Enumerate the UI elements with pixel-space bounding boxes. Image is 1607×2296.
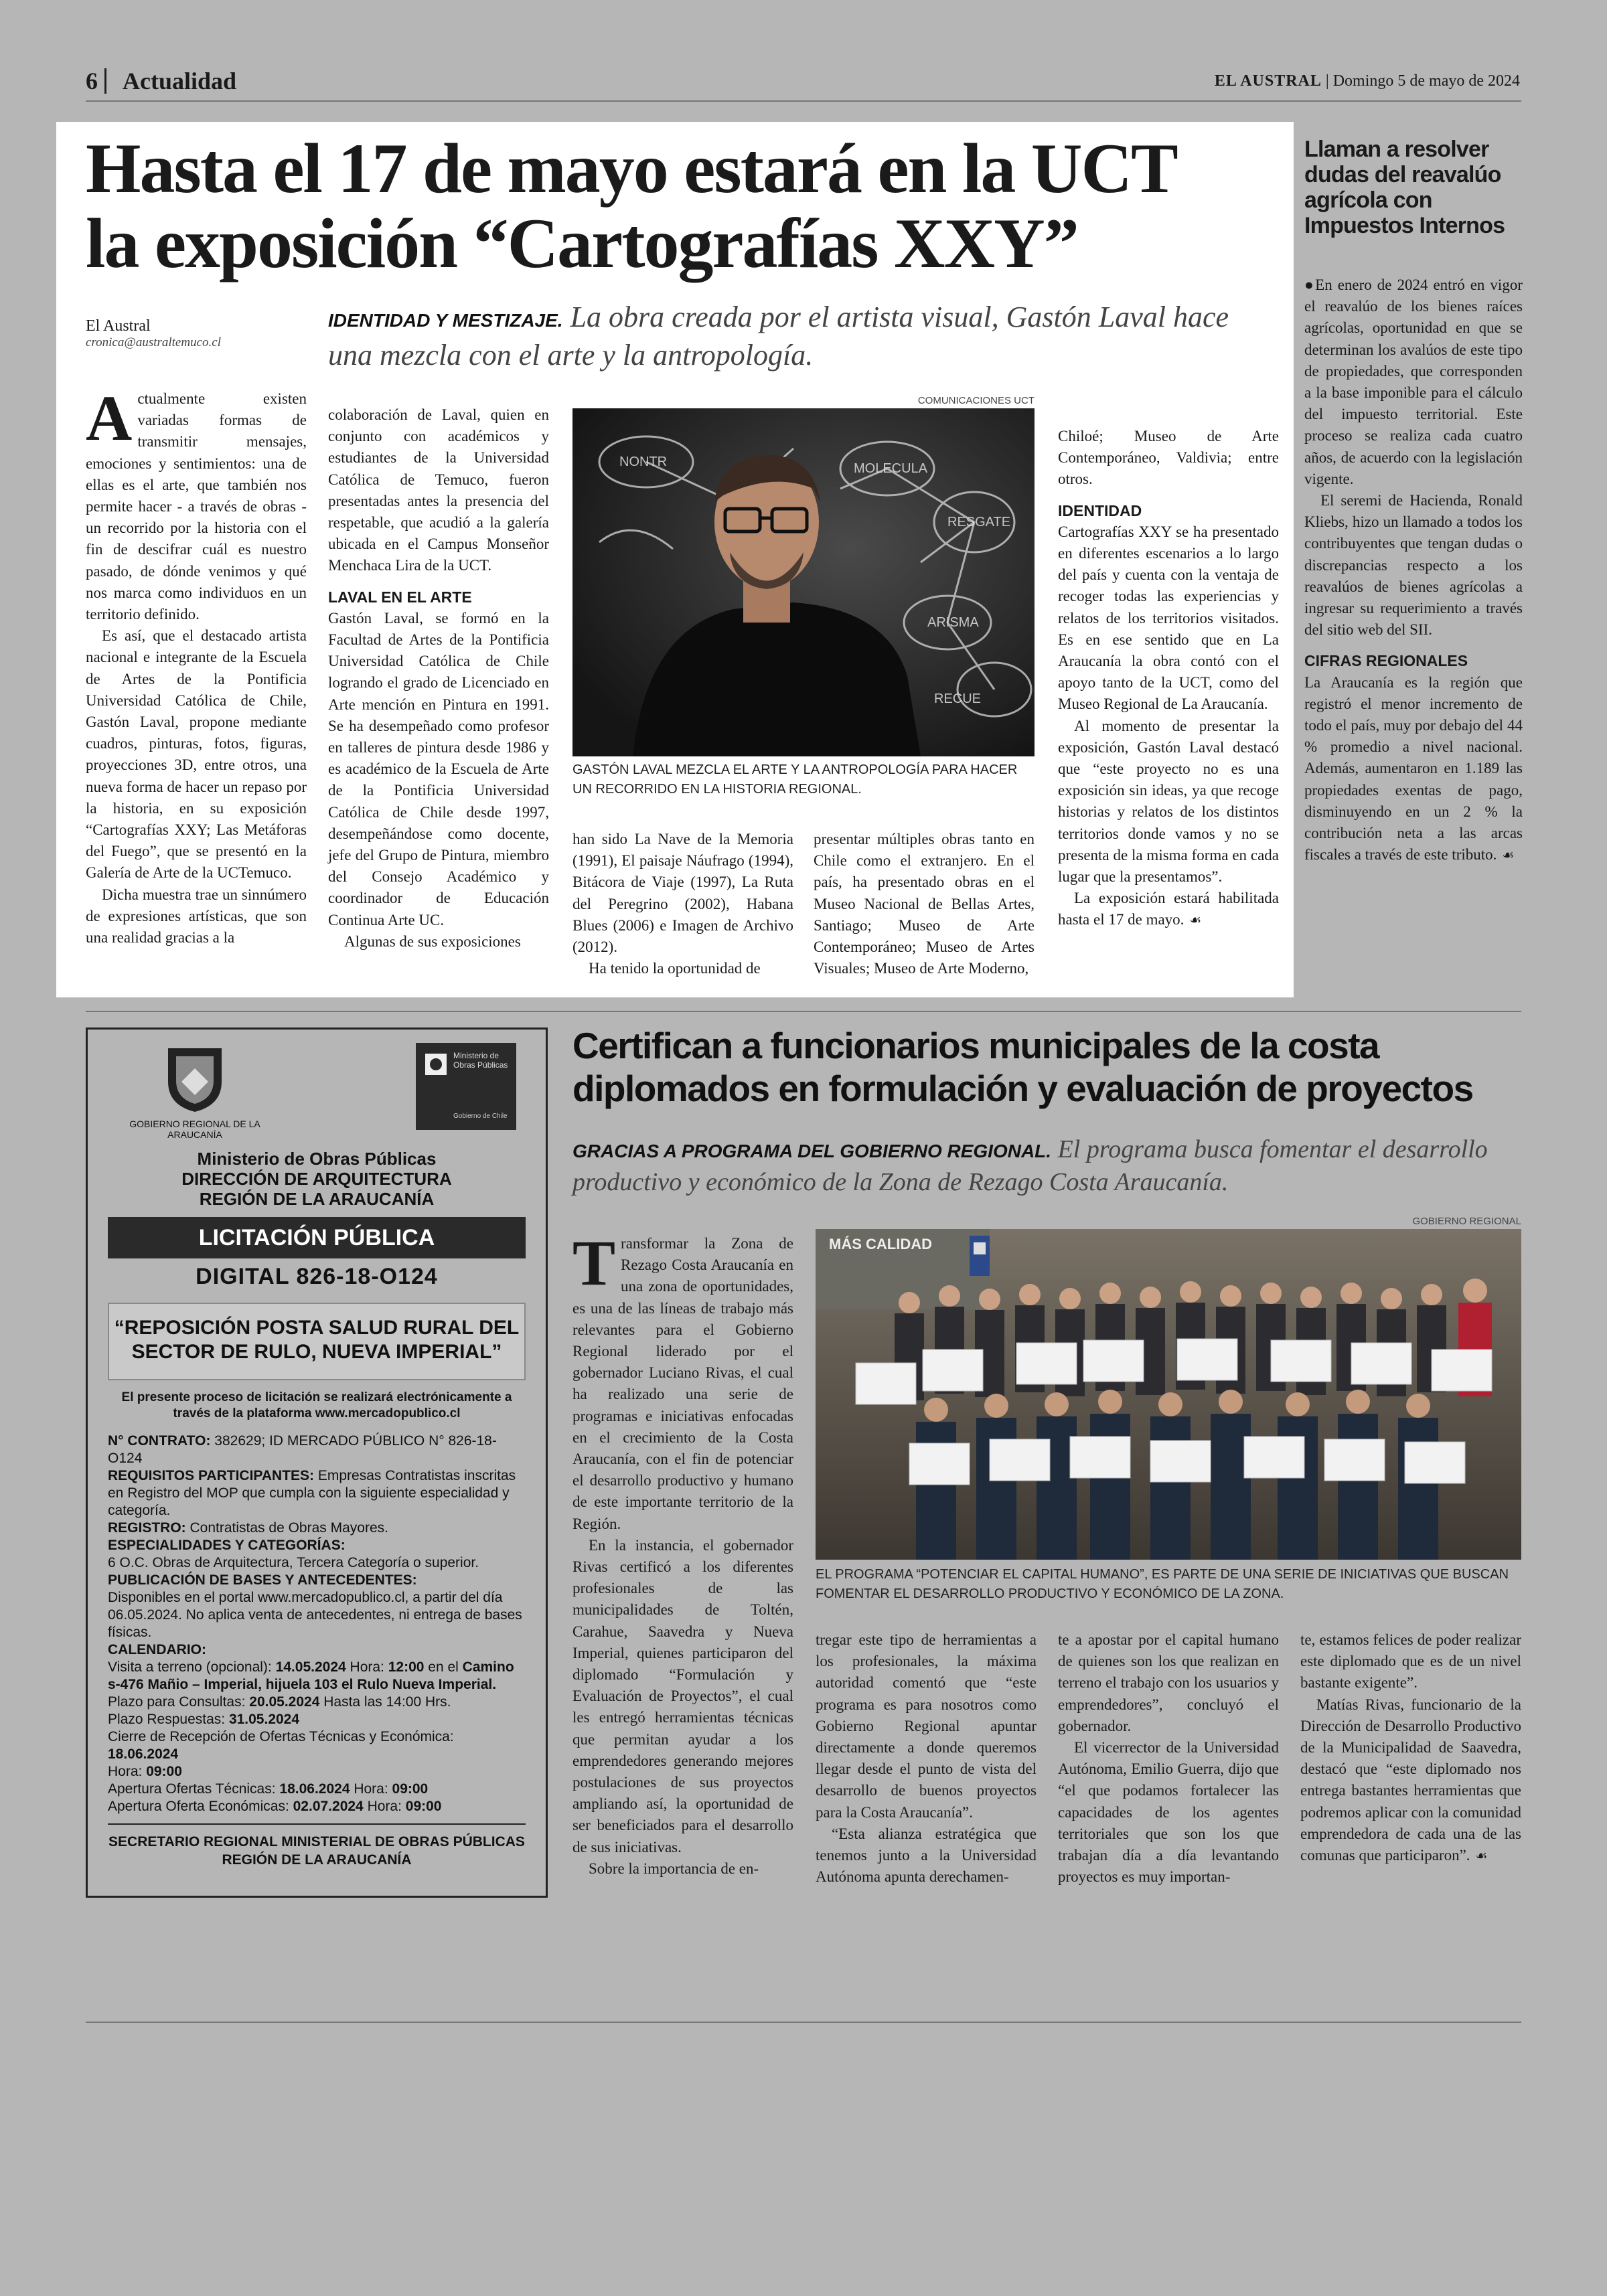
byline-email: cronica@australtemuco.cl (86, 335, 221, 349)
section-name: Actualidad (123, 68, 237, 94)
end-mark-icon: ☙ (1502, 847, 1515, 864)
main-column-3 (572, 829, 793, 979)
second-headline-line2: diplomados en formulación y evaluación de proyectos (572, 1068, 1473, 1109)
ad-text-contract: 382629; ID MERCADO PÚBLICO N° 826-18-O124 (108, 1433, 497, 1466)
ad-organization (88, 1149, 546, 1209)
ad-text-publication: Disponibles en el portal www.mercadopublico.cl, a partir del día 06.05.2024. No aplica venta de antecedentes, ni entrega de bases físicas. (108, 1590, 522, 1640)
byline: El Austral (86, 317, 151, 335)
ad-banner: LICITACIÓN PÚBLICA (108, 1217, 526, 1258)
second-photo-credit: GOBIERNO REGIONAL (1412, 1216, 1521, 1227)
header-rule (86, 100, 1521, 102)
ad-project-box (108, 1303, 526, 1380)
ministry-logo (416, 1043, 516, 1130)
side-p2: El seremi de Hacienda, Ronald Kliebs, hizo un llamado a todos los contribuyentes que tengan dudas o discrepancias respecto a los reavalúos de bienes agrícolas a ingresar su requerimiento a través del sitio web del SII. (1304, 492, 1523, 639)
ad-footer-rule (108, 1823, 526, 1825)
artist-photo-icon (572, 408, 1035, 756)
second-col2-p1: tregar este tipo de herramientas a los profesionales, la máxima autoridad comentó que “este programa es para nosotros como Gobierno Regional apuntar directamente a donde queremos llegar desde el punto de vista del desarrollo de buenos proyectos para la Costa Araucanía”. (816, 1631, 1037, 1821)
side-p1: En enero de 2024 entró en vigor el reavalúo de los bienes raíces agrícolas, oportunidad en que se determinan los avalúos de este tipo de propiedades, que corresponden a la base imponible para el cálculo del impuesto territorial. Este proceso se realiza cada cuatro años, de acuerdo con la legislación vigente. (1304, 276, 1523, 487)
ad-digital-id: DIGITAL 826-18-O124 (196, 1264, 438, 1289)
ad-calendar-tech-opening: Apertura Ofertas Técnicas: 18.06.2024 Hora: 09:00 (108, 1781, 429, 1797)
ad-details (108, 1432, 526, 1815)
main-col5-p1: Chiloé; Museo de Arte Contemporáneo, Valdivia; entre otros. (1058, 428, 1279, 488)
second-photo (816, 1229, 1521, 1560)
main-column-2 (328, 404, 549, 953)
second-col3-p2: El vicerrector de la Universidad Autónoma, Emilio Guerra, dijo que “el que podamos fortalecer las capacidades de los agentes territoriales que son los que trabajan día a día levantando proyectos es muy importan- (1058, 1739, 1279, 1886)
main-headline (86, 131, 1291, 281)
ad-label-publication: PUBLICACIÓN DE BASES Y ANTECEDENTES: (108, 1572, 417, 1588)
main-deck-text: La obra creada por el artista visual, Gastón Laval hace una mezcla con el arte y la antropología. (328, 301, 1229, 372)
ad-label-registry: REGISTRO: (108, 1520, 186, 1536)
end-mark-icon: ☙ (1189, 912, 1202, 928)
bottom-rule (86, 2022, 1521, 2023)
ministry-logo-subtext: Gobierno de Chile (453, 1113, 508, 1120)
second-col2-p2: “Esta alianza estratégica que tenemos junto a la Universidad Autónoma apunta derechamen- (816, 1825, 1037, 1886)
ad-notice: El presente proceso de licitación se realizará electrónicamente a través de la plataforma www.mercadopublico.cl (121, 1390, 512, 1420)
main-kicker: IDENTIDAD Y MESTIZAJE. (328, 310, 563, 331)
side-p3: La Araucanía es la región que registró el menor incremento de todo el país, muy por debajo del 44 % promedio a nivel nacional. Además, aumentaron en 1.189 las propiedades exentas de pago, disminuyendo en un 2 % la contribución neta a las arcas fiscales a través de este tributo. (1304, 673, 1523, 864)
masthead-name: EL AUSTRAL (1214, 72, 1322, 90)
ad-calendar-questions: Plazo para Consultas: 20.05.2024 Hasta las 14:00 Hrs. (108, 1694, 451, 1710)
gov-logo-text: GOBIERNO REGIONAL DE LA ARAUCANÍA (129, 1119, 260, 1140)
second-col1-p3: Sobre la importancia de en- (589, 1860, 759, 1877)
photo-word-3: RECUE (934, 691, 982, 706)
drop-cap: T (572, 1227, 616, 1299)
ad-calendar-closing: Cierre de Recepción de Ofertas Técnicas y Económica: 18.06.2024 (108, 1729, 454, 1762)
second-col1-p1: ransformar la Zona de Rezago Costa Araucanía en una zona de oportunidades, es una de las líneas de trabajo más relevantes para el Gobierno Regional liderado por el gobernador Luciano Rivas, el cual ha realizado una serie de programas e iniciativas enfocadas en el crecimiento de la Costa Araucanía, con el fin de potenciar el desarrollo productivo y humano de este importante territorio de la Región. (572, 1235, 793, 1532)
ad-label-specialties: ESPECIALIDADES Y CATEGORÍAS: (108, 1538, 346, 1553)
ad-org-3: REGIÓN DE LA ARAUCANÍA (199, 1189, 435, 1209)
main-col1-p1: ctualmente existen variadas formas de transmitir mensajes, emociones y sentimientos: una de ellas es el arte, que también nos permite hacer - a través de obras - un recorrido por la historia con el fin de descifrar cuál es nuestro pasado, de dónde venimos y qué nos marca como individuos en un territorio definido. (86, 390, 307, 623)
main-col1-p3: Dicha muestra trae un sinnúmero de expresiones artísticas, que son una realidad gracias a la (86, 886, 307, 947)
second-col4-p2: Matías Rivas, funcionario de la Dirección de Desarrollo Productivo de la Municipalidad de Saavedra, destacó que “este diplomado nos entrega bastantes herramientas que podremos aplicar con la comunidad emprendedora de cada una de las comunas que participaron”. (1300, 1696, 1521, 1864)
masthead: EL AUSTRAL | Domingo 5 de mayo de 2024 (1214, 72, 1520, 90)
main-col3-p1: han sido La Nave de la Memoria (1991), El paisaje Náufrago (1994), Bitácora de Viaje (1997), La Ruta del Peregrino (2002), Habana Blues (2006) e Imagen de Archivo (2012). (572, 831, 793, 956)
side-article-body (1304, 274, 1523, 866)
main-headline-line1: Hasta el 17 de mayo estará en la UCT (86, 129, 1177, 208)
photo-sign: MÁS CALIDAD (829, 1236, 932, 1252)
ad-label-calendar: CALENDARIO: (108, 1642, 206, 1657)
ad-calendar-visit: Visita a terreno (opcional): 14.05.2024 Hora: 12:00 en el Camino s-476 Mañio – Imperial, hijuela 103 el Rulo Nueva Imperial. (108, 1659, 514, 1692)
ad-org-2: DIRECCIÓN DE ARQUITECTURA (181, 1169, 452, 1189)
byline-block (86, 317, 300, 350)
main-col2-p3: Algunas de sus exposiciones (344, 932, 521, 950)
main-col2-subhead: LAVAL EN EL ARTE (328, 588, 472, 606)
gov-logo (128, 1042, 262, 1140)
photo-word-2: RESGATE (947, 515, 1011, 529)
main-col5-subhead: IDENTIDAD (1058, 501, 1142, 519)
main-photo-caption: GASTÓN LAVAL MEZCLA EL ARTE Y LA ANTROPOLOGÍA PARA HACER UN RECORRIDO EN LA HISTORIA REGIONAL. (572, 762, 1018, 797)
main-col5-p2: Cartografías XXY se ha presentado en diferentes escenarios a lo largo del país y cuenta con la ventaja de recoger todas las experiencias y relatos de los territorios visitados. Es en ese sentido que en La Araucanía la obra contó con el apoyo tanto de la UCT, como del Museo Regional de La Araucanía. (1058, 523, 1279, 713)
main-col2-p1: colaboración de Laval, quien en conjunto con académicos y estudiantes de la Universidad Católica de Temuco, fueron presentadas antes la presencia del respetable, que acudió a la galería ubicada en el Campus Monseñor Menchaca Lira de la UCT. (328, 406, 549, 574)
main-photo (572, 408, 1035, 756)
mid-rule (86, 1011, 1521, 1012)
main-headline-line2: la exposición “Cartografías XXY” (86, 204, 1078, 282)
photo-word-4: ARISMA (927, 615, 979, 630)
issue-date: Domingo 5 de mayo de 2024 (1332, 72, 1520, 90)
photo-word-5: NONTR (619, 455, 668, 469)
side-subhead: CIFRAS REGIONALES (1304, 652, 1468, 670)
ministry-logo-text: Ministerio de Obras Públicas (453, 1051, 508, 1070)
second-col1-p2: En la instancia, el gobernador Rivas certificó a los diferentes profesionales de las municipalidades de Toltén, Carahue, Saavedra y Nueva Imperial, quienes participaron del diplomado “Formulación y Evaluación de Proyectos”, el cual les entregó herramientas técnicas que permitan ayudar a los emprendedores generando mejores postulaciones de sus proyectos ampliando así, la oportunidad de ser beneficiados para el desarrollo de sus iniciativas. (572, 1536, 793, 1856)
main-col2-p2: Gastón Laval, se formó en la Facultad de Artes de la Pontificia Universidad Católica de Chile logrando el grado de Licenciado en Arte mención en Pintura en 1991. Se ha desempeñado como profesor en talleres de pintura desde 1986 y es académico de la Escuela de Arte de la Pontificia Universidad Católica de Chile desde 1997, desempeñándose como docente, jefe del Grupo de Pintura, miembro del Consejo Académico y coordinador de Educación Continua Arte UC. (328, 609, 549, 928)
end-mark-icon: ☙ (1475, 1848, 1488, 1864)
second-kicker: GRACIAS A PROGRAMA DEL GOBIERNO REGIONAL. (572, 1141, 1052, 1161)
main-col4-p1: presentar múltiples obras tanto en Chile como el extranjero. En el país, ha presentado obras en el Museo Nacional de Bellas Artes, Santiago; Museo de Arte Contemporáneo; Museo de Artes Visuales; Museo de Arte Moderno, (814, 831, 1035, 977)
second-column-4 (1300, 1629, 1521, 1866)
ad-text-requirements: Empresas Contratistas inscritas en Registro del MOP que cumpla con la siguiente especialidad y categoría. (108, 1468, 516, 1518)
ministry-logo-icon (423, 1051, 449, 1078)
main-column-5 (1058, 426, 1279, 931)
main-col1-p2: Es así, que el destacado artista nacional e integrante de la Escuela de Artes de la Pontificia Universidad Católica de Chile, Gastón Laval, propone mediante cuadros, pinturas, fotos, figuras, proyecciones 3D, entre otros, una nueva forma de hacer un repaso por la historia, en su exposición “Cartografías XXY; Las Metáforas del Fuego”, que se presentó en la Galería de Arte de la UCTemuco. (86, 627, 307, 882)
ad-label-contract: N° CONTRATO: (108, 1433, 211, 1449)
ad-calendar-econ-opening: Apertura Oferta Económicas: 02.07.2024 Hora: 09:00 (108, 1799, 442, 1814)
main-deck (328, 300, 1279, 373)
main-col3-p2: Ha tenido la oportunidad de (589, 960, 761, 977)
second-col3-p1: te a apostar por el capital humano de quienes son los que realizan en terreno el trabajo con los usuarios y emprendedores”, concluyó el gobernador. (1058, 1631, 1279, 1734)
main-column-1 (86, 382, 307, 949)
second-column-2 (816, 1629, 1037, 1888)
second-column-3 (1058, 1629, 1279, 1888)
second-headline-line1: Certifican a funcionarios municipales de la costa (572, 1025, 1379, 1066)
drop-cap: A (86, 382, 133, 454)
second-photo-caption: EL PROGRAMA “POTENCIAR EL CAPITAL HUMANO”, ES PARTE DE UNA SERIE DE INICIATIVAS QUE BUSCAN FOMENTAR EL DESARROLLO PRODUCTIVO Y ECONÓMICO DE LA ZONA. (816, 1567, 1509, 1601)
page-number: 6 (86, 68, 98, 94)
ad-calendar-answers: Plazo Respuestas: 31.05.2024 (108, 1712, 300, 1727)
second-headline (572, 1024, 1523, 1110)
second-deck (572, 1134, 1523, 1198)
ad-project-title: “REPOSICIÓN POSTA SALUD RURAL DEL SECTOR DE RULO, NUEVA IMPERIAL” (114, 1317, 520, 1363)
ad-text-specialties: 6 O.C. Obras de Arquitectura, Tercera Categoría o superior. (108, 1555, 479, 1570)
page-number-divider (104, 68, 106, 94)
group-photo-icon (816, 1229, 1521, 1560)
ad-text-registry: Contratistas de Obras Mayores. (189, 1520, 388, 1536)
ad-org-1: Ministerio de Obras Públicas (197, 1149, 437, 1169)
main-column-4 (814, 829, 1035, 979)
second-column-1 (572, 1227, 793, 1880)
ad-label-requirements: REQUISITOS PARTICIPANTES: (108, 1468, 315, 1483)
ad-calendar-closing-time: Hora: 09:00 (108, 1764, 182, 1779)
tender-ad (86, 1028, 548, 1898)
main-photo-credit: COMUNICACIONES UCT (917, 395, 1035, 406)
bullet-icon: ● (1304, 276, 1316, 293)
side-headline: Llaman a resolver dudas del reavalúo agrícola con Impuestos Internos (1304, 137, 1505, 238)
second-col4-p1: te, estamos felices de poder realizar este diplomado que es de un nivel bastante exigente”. (1300, 1631, 1521, 1692)
second-deck-text: El programa busca fomentar el desarrollo productivo y económico de la Zona de Rezago Costa Araucanía. (572, 1135, 1488, 1196)
photo-word-1: MOLECULA (854, 461, 928, 476)
ad-footer: SECRETARIO REGIONAL MINISTERIAL DE OBRAS PÚBLICAS REGIÓN DE LA ARAUCANÍA (108, 1834, 525, 1868)
main-col5-p4: La exposición estará habilitada hasta el 17 de mayo. (1058, 890, 1279, 928)
main-col5-p3: Al momento de presentar la exposición, Gastón Laval destacó que “este proyecto no es una exposición sin ideas, ya que recoge historias y relatos de los distintos territorios donde vamos y no se presenta de la misma forma en cada lugar que la presentamos”. (1058, 717, 1279, 886)
gov-shield-icon (161, 1042, 228, 1115)
